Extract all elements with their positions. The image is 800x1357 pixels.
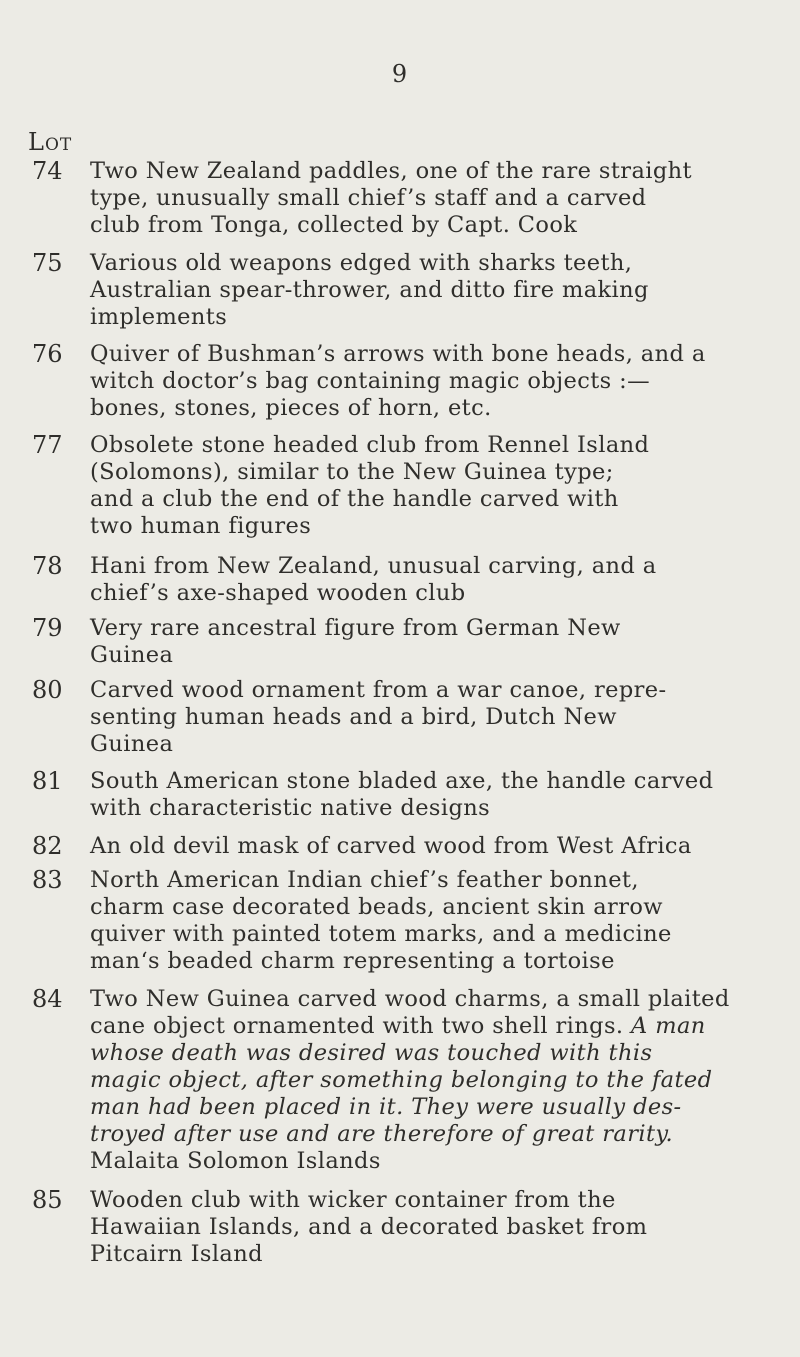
lot-description-line: Guinea	[90, 642, 174, 668]
lot-column-header: Lot	[28, 128, 73, 156]
lot-description-italic-line: troyed after use and are therefore of great rarity.	[90, 1121, 674, 1147]
lot-description	[90, 615, 790, 669]
lot-description-line: Malaita Solomon Islands	[90, 1148, 381, 1174]
lot-description-line: with characteristic native designs	[90, 795, 491, 821]
lot-description-line: South American stone bladed axe, the handle carved	[90, 768, 714, 794]
lot-description-line: (Solomons), similar to the New Guinea type;	[90, 459, 614, 485]
page-number: 9	[391, 60, 409, 88]
lot-description-line: Various old weapons edged with sharks teeth,	[90, 250, 633, 276]
lot-description-line: Obsolete stone headed club from Rennel Island	[90, 432, 650, 458]
lot-description-line: Very rare ancestral figure from German New	[90, 615, 621, 641]
lot-description-italic-line: whose death was desired was touched with this	[90, 1040, 653, 1066]
lot-description-line: Guinea	[90, 731, 174, 757]
lot-description-line	[90, 1013, 790, 1040]
lot-number: 79	[32, 614, 63, 642]
lot-description	[90, 341, 790, 422]
lot-description-line: witch doctor’s bag containing magic objects :—	[90, 368, 651, 394]
lot-description	[90, 250, 790, 331]
lot-description	[90, 833, 790, 860]
lot-description-line: club from Tonga, collected by Capt. Cook	[90, 212, 578, 238]
lot-description-line: and a club the end of the handle carved with	[90, 486, 619, 512]
lot-description-line: Carved wood ornament from a war canoe, repre-	[90, 677, 667, 703]
lot-description	[90, 986, 790, 1175]
lot-description-line: charm case decorated beads, ancient skin arrow	[90, 894, 663, 920]
lot-description-line: Two New Guinea carved wood charms, a small plaited	[90, 986, 730, 1012]
lot-description-line: type, unusually small chief’s staff and a carved	[90, 185, 647, 211]
lot-number: 80	[32, 676, 63, 704]
lot-number: 77	[32, 431, 63, 459]
lot-number: 83	[32, 866, 63, 894]
lot-description-line: Australian spear-thrower, and ditto fire making	[90, 277, 649, 303]
lot-description-line: Two New Zealand paddles, one of the rare straight	[90, 158, 692, 184]
lot-description	[90, 867, 790, 975]
lot-description	[90, 158, 790, 239]
lot-description-line: Hani from New Zealand, unusual carving, and a	[90, 553, 657, 579]
lot-number: 75	[32, 249, 63, 277]
lot-description-line: Wooden club with wicker container from the	[90, 1187, 616, 1213]
lot-description-italic: A man	[631, 1013, 706, 1039]
lot-description-line: chief’s axe-shaped wooden club	[90, 580, 466, 606]
lot-description-line: senting human heads and a bird, Dutch New	[90, 704, 617, 730]
lot-number: 74	[32, 157, 63, 185]
lot-description-line: North American Indian chief’s feather bonnet,	[90, 867, 639, 893]
lot-number: 85	[32, 1186, 63, 1214]
lot-description	[90, 553, 790, 607]
lot-description-line: man‘s beaded charm representing a tortoise	[90, 948, 615, 974]
lot-description-italic-line: man had been placed in it. They were usually des-	[90, 1094, 682, 1120]
lot-number: 82	[32, 832, 63, 860]
lot-description	[90, 432, 790, 540]
lot-description-line: quiver with painted totem marks, and a medicine	[90, 921, 672, 947]
lot-description	[90, 768, 790, 822]
lot-number: 76	[32, 340, 63, 368]
lot-description	[90, 1187, 790, 1268]
lot-number: 78	[32, 552, 63, 580]
lot-description-text: cane object ornamented with two shell rings.	[90, 1013, 624, 1039]
lot-description	[90, 677, 790, 758]
lot-description-line: Pitcairn Island	[90, 1241, 263, 1267]
lot-number: 84	[32, 985, 63, 1013]
lot-description-line: implements	[90, 304, 228, 330]
lot-number: 81	[32, 767, 63, 795]
lot-description-line: two human figures	[90, 513, 312, 539]
lot-description-line: bones, stones, pieces of horn, etc.	[90, 395, 492, 421]
lot-description-line: Hawaiian Islands, and a decorated basket from	[90, 1214, 648, 1240]
lot-description-italic-line: magic object, after something belonging to the fated	[90, 1067, 713, 1093]
lot-description-line: An old devil mask of carved wood from West Africa	[90, 833, 692, 859]
lot-description-line: Quiver of Bushman’s arrows with bone heads, and a	[90, 341, 706, 367]
